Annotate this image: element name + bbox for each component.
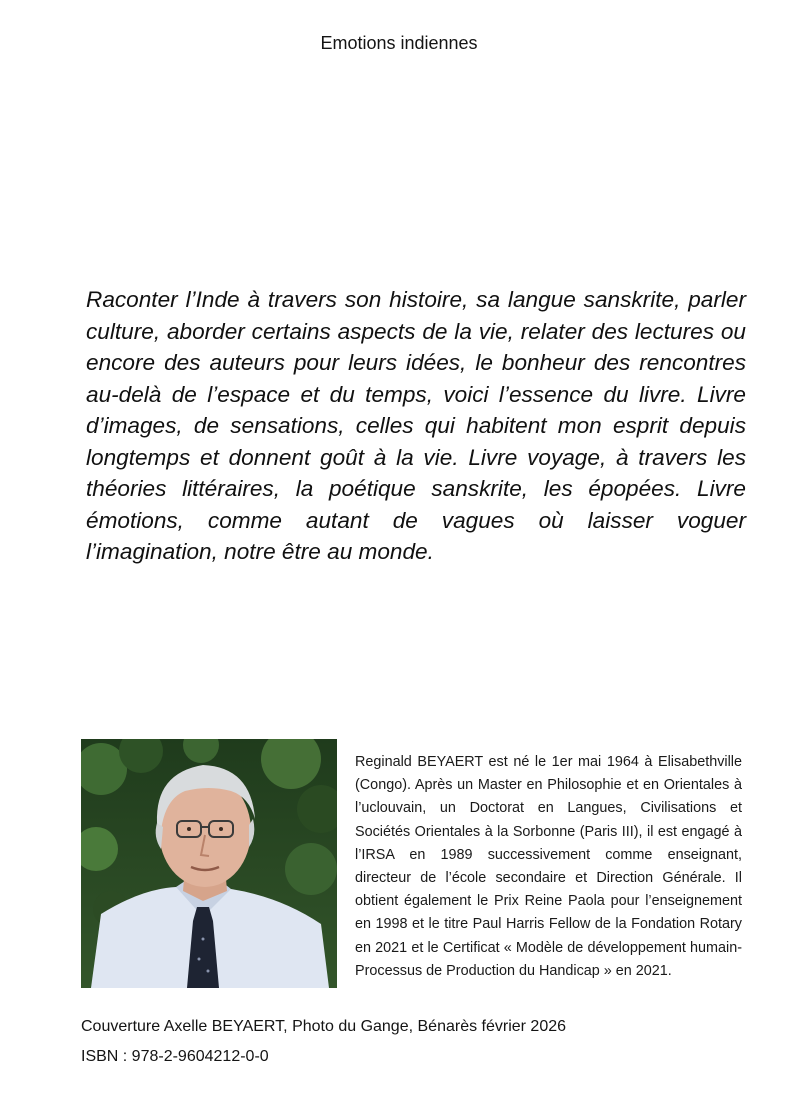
book-title: Emotions indiennes: [320, 33, 478, 53]
author-biography: Reginald BEYAERT est né le 1er mai 1964 à Elisabethville (Congo). Après un Master en Philosophie et en Orientales à l’uclouvain, un Doctorat en Langues, Civilisations et Sociétés Orientales à la Sorbonne (Paris III), il est engagé à l’IRSA en 1989 successivement comme enseignant, directeur de l’école secondaire et Direction Générale. Il obtient également le Prix Reine Paola pour l’enseignement en 1998 et le titre Paul Harris Fellow de la Fondation Rotary en 2021 et le Certificat « Modèle de développement humain-Processus de Production du Handicap » en 2021.: [355, 754, 742, 979]
cover-credit: Couverture Axelle BEYAERT, Photo du Gange, Bénarès février 2026: [81, 1018, 567, 1035]
author-photo: [81, 739, 337, 988]
isbn-number: ISBN : 978-2-9604212-0-0: [81, 1048, 269, 1065]
back-cover-blurb: Raconter l’Inde à travers son histoire, sa langue sanskrite, parler culture, aborder certains aspects de la vie, relater des lectures ou encore des auteurs pour leurs idées, le bonheur des rencontres au-delà de l’espace et du temps, voici l’essence du livre. Livre d’images, de sensations, celles qui habitent mon esprit depuis longtemps et donnent goût à la vie. Livre voyage, à travers les théories littéraires, la poétique sanskrite, les épopées. Livre émotions, comme autant de vagues où laisser voguer l’imagination, notre être au monde.: [86, 287, 746, 564]
